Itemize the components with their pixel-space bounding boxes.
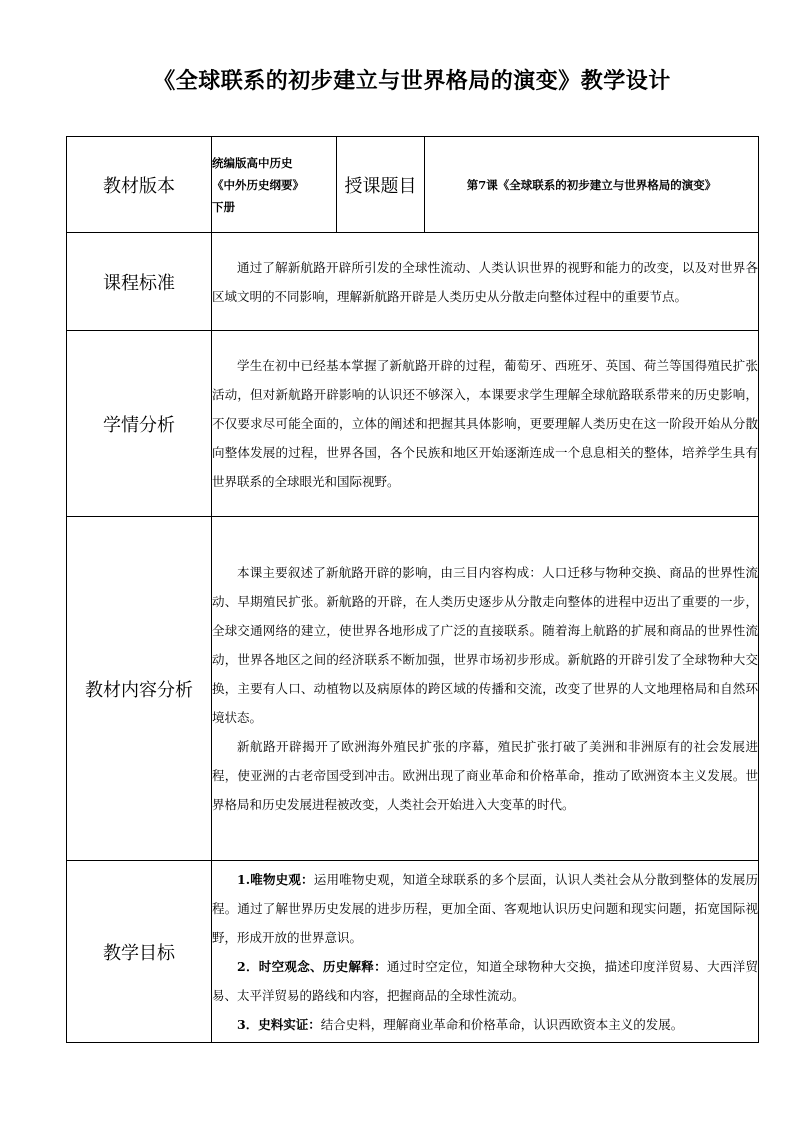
content-text [212, 517, 759, 861]
standard-text [212, 233, 759, 331]
row-goals [67, 861, 759, 1043]
label-standard: 课程标准 [67, 233, 212, 331]
goal-item [212, 865, 758, 952]
goal-body: 运用唯物史观，知道全球联系的多个层面，认识人类社会从分散到整体的发展历程。通过了解世界历史发展的进步历程，更加全面、客观地认识历史问题和现实问题，拓宽国际视野，形成开放的世界意识。 [212, 871, 758, 945]
lesson-plan-table [66, 136, 759, 1043]
topic-value: 第7课《全球联系的初步建立与世界格局的演变》 [425, 137, 759, 233]
edition-value [212, 137, 337, 233]
label-content: 教材内容分析 [67, 517, 212, 861]
goal-body: 结合史料，理解商业革命和价格革命，认识西欧资本主义的发展。 [320, 1016, 684, 1032]
row-content [67, 517, 759, 861]
goals-text [212, 861, 759, 1043]
label-edition: 教材版本 [67, 137, 212, 233]
content-paragraph-1: 本课主要叙述了新航路开辟的影响，由三目内容构成：人口迁移与物种交换、商品的世界性流动、早期殖民扩张。新航路的开辟，在人类历史逐步从分散走向整体的进程中迈出了重要的一步，全球交通网络的建立，使世界各地形成了广泛的直接联系。随着海上航路的扩展和商品的世界性流动，世界各地区之间的经济联系不断加强，世界市场初步形成。新航路的开辟引发了全球物种大交换，主要有人口、动植物以及病原体的跨区域的传播和交流，改变了世界的人文地理格局和自然环境状态。 [212, 565, 758, 725]
row-standard [67, 233, 759, 331]
content-paragraph-2: 新航路开辟揭开了欧洲海外殖民扩张的序幕，殖民扩张打破了美洲和非洲原有的社会发展进程，使亚洲的古老帝国受到冲击。欧洲出现了商业革命和价格革命，推动了欧洲资本主义发展。世界格局和历史发展进程被改变，人类社会开始进入大变革的时代。 [212, 739, 758, 812]
standard-paragraph: 通过了解新航路开辟所引发的全球性流动、人类认识世界的视野和能力的改变，以及对世界各区域文明的不同影响，理解新航路开辟是人类历史从分散走向整体过程中的重要节点。 [212, 259, 758, 304]
edition-line: 统编版高中历史 [212, 155, 293, 170]
edition-line: 下册 [212, 199, 235, 214]
document-title: 《全球联系的初步建立与世界格局的演变》教学设计 [153, 69, 671, 94]
label-learner: 学情分析 [67, 331, 212, 517]
goal-head: 3．史料实证： [237, 1016, 321, 1032]
row-learner [67, 331, 759, 517]
goal-head: 2．时空观念、历史解释： [237, 958, 387, 974]
goal-item [212, 952, 758, 1010]
goal-item [212, 1010, 758, 1039]
learner-text [212, 331, 759, 517]
goal-body: 通过时空定位，知道全球物种大交换，描述印度洋贸易、大西洋贸易、太平洋贸易的路线和内容，把握商品的全球性流动。 [212, 958, 758, 1003]
learner-paragraph: 学生在初中已经基本掌握了新航路开辟的过程，葡萄牙、西班牙、英国、荷兰等国得殖民扩张活动，但对新航路开辟影响的认识还不够深入，本课要求学生理解全球航路联系带来的历史影响，不仅要求尽可能全面的，立体的阐述和把握其具体影响，更要理解人类历史在这一阶段开始从分散向整体发展的过程，世界各国，各个民族和地区开始逐渐连成一个息息相关的整体，培养学生具有世界联系的全球眼光和国际视野。 [212, 358, 758, 489]
edition-line: 《中外历史纲要》 [212, 177, 304, 192]
label-goals: 教学目标 [67, 861, 212, 1043]
label-topic: 授课题目 [337, 137, 425, 233]
goal-head: 1.唯物史观： [237, 871, 314, 887]
row-edition [67, 137, 759, 233]
